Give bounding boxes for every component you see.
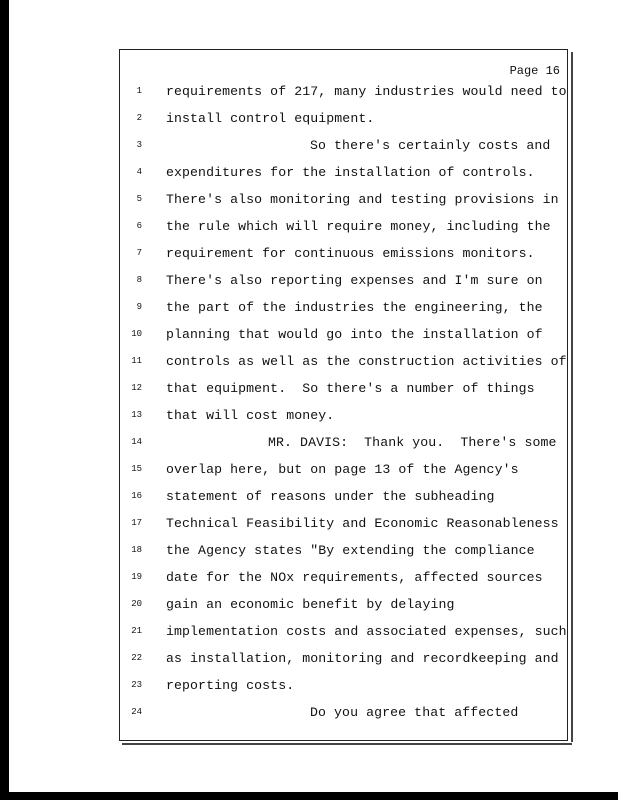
transcript-line (0, 543, 618, 570)
page-number: Page 16 (509, 64, 560, 78)
transcript-line (0, 219, 618, 246)
transcript-line (0, 273, 618, 300)
line-number: 8 (136, 275, 142, 285)
line-text: expenditures for the installation of controls. (166, 165, 535, 180)
transcript-line (0, 138, 618, 165)
line-text: Do you agree that affected (310, 705, 519, 720)
line-number: 14 (131, 437, 142, 447)
transcript-line (0, 516, 618, 543)
transcript-line (0, 570, 618, 597)
transcript-line (0, 678, 618, 705)
transcript-line (0, 435, 618, 462)
line-text: gain an economic benefit by delaying (166, 597, 455, 612)
transcript-line (0, 327, 618, 354)
line-text: statement of reasons under the subheading (166, 489, 495, 504)
line-text: the Agency states "By extending the compliance (166, 543, 535, 558)
line-number: 24 (131, 707, 142, 717)
line-number: 6 (136, 221, 142, 231)
transcript-line (0, 381, 618, 408)
line-number: 17 (131, 518, 142, 528)
line-number: 15 (131, 464, 142, 474)
transcript-line (0, 489, 618, 516)
line-number: 16 (131, 491, 142, 501)
transcript-line (0, 651, 618, 678)
transcript-line (0, 165, 618, 192)
line-number: 11 (131, 356, 142, 366)
line-text: install control equipment. (166, 111, 375, 126)
line-number: 22 (131, 653, 142, 663)
scan-bottom-edge (0, 792, 618, 800)
line-text: overlap here, but on page 13 of the Agency's (166, 462, 519, 477)
line-text: date for the NOx requirements, affected sources (166, 570, 543, 585)
transcript-line (0, 624, 618, 651)
line-number: 19 (131, 572, 142, 582)
line-number: 7 (136, 248, 142, 258)
line-text: There's also reporting expenses and I'm sure on (166, 273, 543, 288)
line-text: that equipment. So there's a number of things (166, 381, 535, 396)
line-number: 2 (136, 113, 142, 123)
line-text: the rule which will require money, including the (166, 219, 551, 234)
line-number: 5 (136, 194, 142, 204)
line-text: implementation costs and associated expenses, such (166, 624, 567, 639)
line-number: 12 (131, 383, 142, 393)
line-number: 10 (131, 329, 142, 339)
line-text: Technical Feasibility and Economic Reasonableness (166, 516, 559, 531)
line-text: controls as well as the construction activities of (166, 354, 567, 369)
line-text: MR. DAVIS: Thank you. There's some (268, 435, 557, 450)
line-number: 21 (131, 626, 142, 636)
line-text: There's also monitoring and testing provisions in (166, 192, 559, 207)
line-number: 13 (131, 410, 142, 420)
line-text: as installation, monitoring and recordkeeping and (166, 651, 559, 666)
transcript-line (0, 192, 618, 219)
transcript-line (0, 597, 618, 624)
transcript-line (0, 246, 618, 273)
line-text: So there's certainly costs and (310, 138, 551, 153)
transcript-line (0, 462, 618, 489)
line-number: 4 (136, 167, 142, 177)
transcript-line (0, 354, 618, 381)
line-text: requirement for continuous emissions monitors. (166, 246, 535, 261)
line-number: 9 (136, 302, 142, 312)
line-number: 1 (136, 86, 142, 96)
line-number: 3 (136, 140, 142, 150)
line-text: requirements of 217, many industries would need to (166, 84, 567, 99)
line-number: 23 (131, 680, 142, 690)
transcript-line (0, 705, 618, 732)
line-text: the part of the industries the engineering, the (166, 300, 543, 315)
transcript-line (0, 111, 618, 138)
transcript-line (0, 84, 618, 111)
line-number: 20 (131, 599, 142, 609)
transcript-line (0, 408, 618, 435)
line-number: 18 (131, 545, 142, 555)
transcript-line (0, 300, 618, 327)
line-text: reporting costs. (166, 678, 295, 693)
line-text: planning that would go into the installation of (166, 327, 543, 342)
line-text: that will cost money. (166, 408, 335, 423)
